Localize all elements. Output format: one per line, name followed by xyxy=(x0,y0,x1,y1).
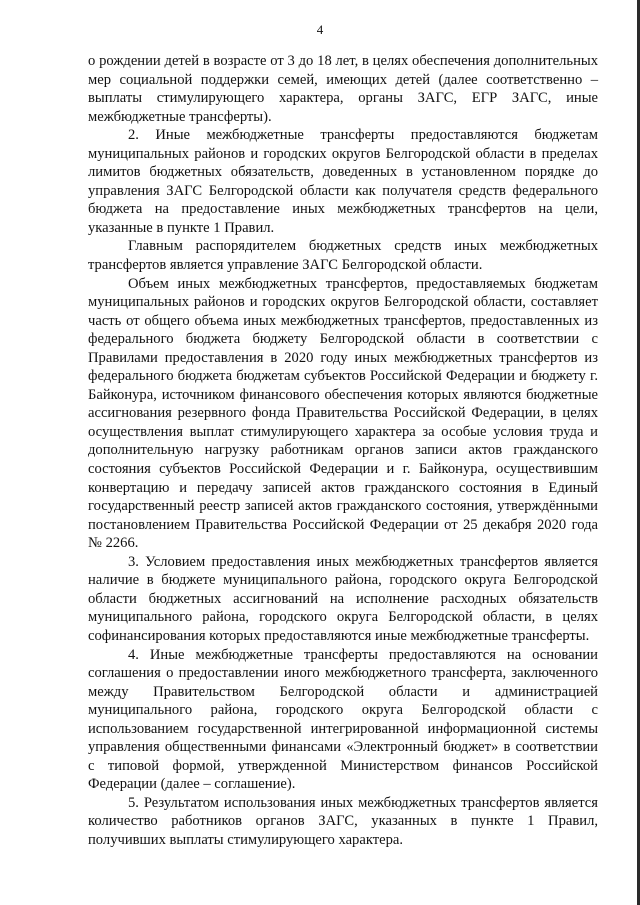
paragraph-clause-3: 3. Условием предоставления иных межбюджетных трансфертов является наличие в бюджете муниципального района, городского округа Белгородской области бюджетных ассигнований на исполнение расходных обязательств муниципального района, городского округа Белгородской области, в целях софинансирования которых предоставляются иные межбюджетные трансферты. xyxy=(88,553,598,644)
paragraph-clause-5: 5. Результатом использования иных межбюджетных трансфертов является количество работников органов ЗАГС, указанных в пункте 1 Правил, получивших выплаты стимулирующего характера. xyxy=(88,794,598,848)
paragraph-clause-2: 2. Иные межбюджетные трансферты предоставляются бюджетам муниципальных районов и городских округов Белгородской области в пределах лимитов бюджетных обязательств, доведенных в установленном порядке до управления ЗАГС Белгородской области как получателя средств федерального бюджета на предоставление иных межбюджетных трансфертов на цели, указанные в пункте 1 Правил. xyxy=(88,127,598,236)
paragraph-clause-4: 4. Иные межбюджетные трансферты предоставляются на основании соглашения о предоставлении иного межбюджетного трансферта, заключенного между Правительством Белгородской области и администрацией муниципального района, городского округа Белгородской области с использованием государственной интегрированной информационной системы управления общественными финансами «Электронный бюджет» в соответствии с типовой формой, утвержденной Министерством финансов Российской Федерации (далее – соглашение). xyxy=(88,646,598,793)
paragraph-transfer-volume: Объем иных межбюджетных трансфертов, предоставляемых бюджетам муниципальных районов и городских округов Белгородской области, составляет часть от общего объема иных межбюджетных трансфертов, предоставленных из федерального бюджета бюджету Белгородской области в соответствии с Правилами предоставления в 2020 году иных межбюджетных трансфертов из федерального бюджета бюджетам субъектов Российской Федерации и бюджету г. Байконура, источником финансового обеспечения которых являются бюджетные ассигнования резервного фонда Правительства Российской Федерации, в целях осуществления выплат стимулирующего характера за особые условия труда и дополнительную нагрузку работникам органов записи актов гражданского состояния субъектов Российской Федерации и г. Байконура, осуществившим конвертацию и передачу записей актов гражданского состояния в Единый государственный реестр записей актов гражданского состояния, утверждёнными постановлением Правительства Российской Федерации от 25 декабря 2020 года № 2266. xyxy=(88,275,598,552)
paragraph-main-manager: Главным распорядителем бюджетных средств иных межбюджетных трансфертов является управление ЗАГС Белгородской области. xyxy=(88,238,598,274)
page-number: 4 xyxy=(316,22,324,37)
paragraph-continuation: о рождении детей в возрасте от 3 до 18 лет, в целях обеспечения дополнительных мер социальной поддержки семей, имеющих детей (далее соответственно – выплаты стимулирующего характера, органы ЗАГС, ЕГР ЗАГС, иные межбюджетные трансферты). xyxy=(88,53,598,125)
document-body xyxy=(88,52,598,850)
